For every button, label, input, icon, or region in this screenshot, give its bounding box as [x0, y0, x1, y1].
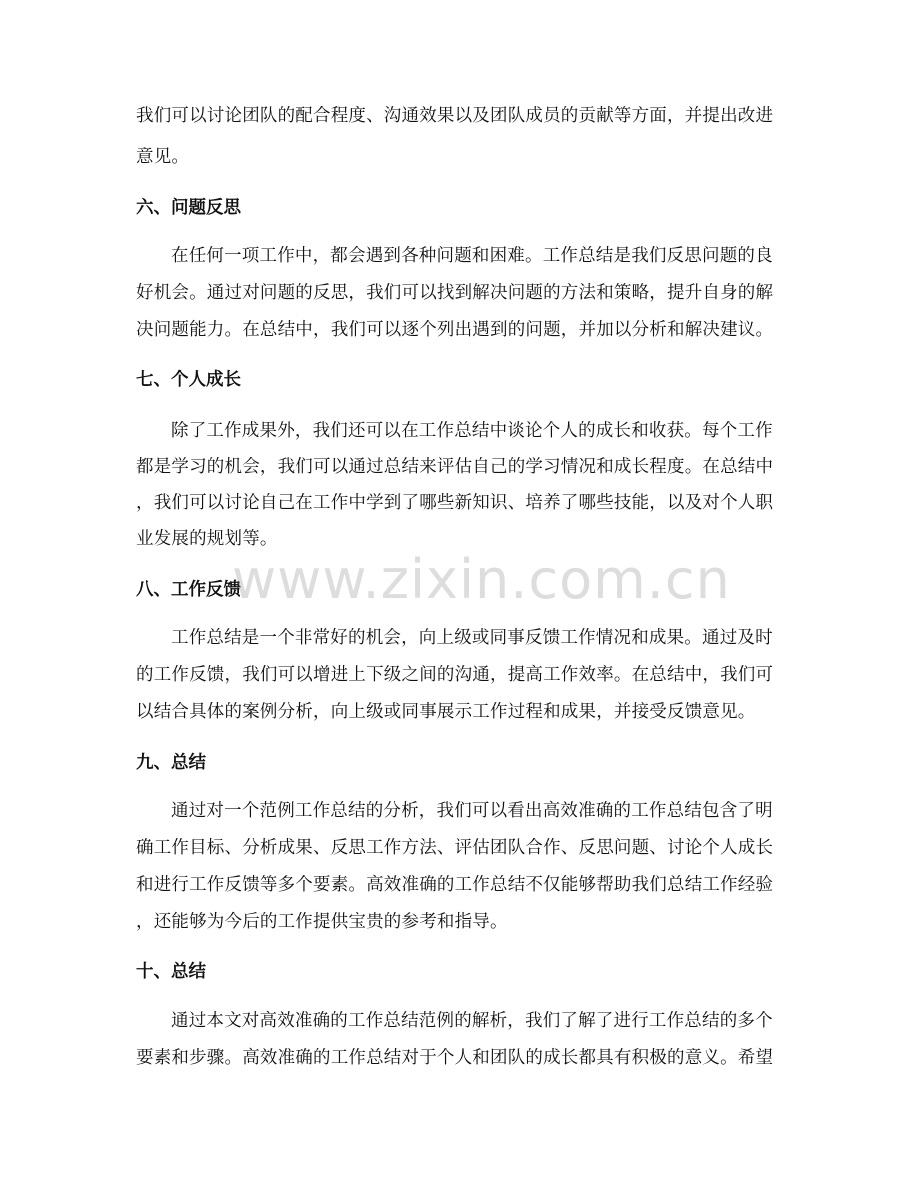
paragraph-line: 意见。 [136, 147, 190, 167]
paragraph-line: 通过本文对高效准确的工作总结范例的解析，我们了解了进行工作总结的多个 [171, 1011, 773, 1031]
paragraph-line: 除了工作成果外，我们还可以在工作总结中谈论个人的成长和收获。每个工作 [171, 421, 773, 441]
paragraph-line: 确工作目标、分析成果、反思工作方法、评估团队合作、反思问题、讨论个人成长 [136, 838, 774, 858]
intro-paragraph [136, 103, 786, 171]
paragraph-line: 在任何一项工作中，都会遇到各种问题和困难。工作总结是我们反思问题的良 [171, 246, 773, 266]
paragraph-line: ，还能够为今后的工作提供宝贵的参考和指导。 [136, 912, 508, 932]
section-heading-8: 八、工作反馈 [136, 580, 241, 600]
paragraph-line: 通过对一个范例工作总结的分析，我们可以看出高效准确的工作总结包含了明 [171, 801, 773, 821]
paragraph-line: 好机会。通过对问题的反思，我们可以找到解决问题的方法和策略，提升自身的解 [136, 283, 774, 303]
section-heading-7: 七、个人成长 [136, 370, 241, 390]
paragraph-line: ，我们可以讨论自己在工作中学到了哪些新知识、培养了哪些技能，以及对个人职 [136, 493, 774, 513]
paragraph-line: 以结合具体的案例分析，向上级或同事展示工作过程和成果，并接受反馈意见。 [136, 702, 756, 722]
paragraph-line: 我们可以讨论团队的配合程度、沟通效果以及团队成员的贡献等方面，并提出改进 [136, 106, 774, 126]
watermark: www.zixin.com.cn [232, 548, 731, 611]
paragraph-line: 的工作反馈，我们可以增进上下级之间的沟通，提高工作效率。在总结中，我们可 [136, 665, 774, 685]
section-paragraph-9 [136, 798, 786, 936]
paragraph-line: 都是学习的机会，我们可以通过总结来评估自己的学习情况和成长程度。在总结中 [136, 457, 774, 477]
section-heading-10: 十、总结 [136, 962, 206, 982]
paragraph-line: 工作总结是一个非常好的机会，向上级或同事反馈工作情况和成果。通过及时 [171, 628, 773, 648]
section-paragraph-8 [136, 625, 786, 726]
section-heading-9: 九、总结 [136, 753, 206, 773]
section-paragraph-7 [136, 418, 786, 553]
paragraph-line: 要素和步骤。高效准确的工作总结对于个人和团队的成长都具有积极的意义。希望 [136, 1048, 774, 1068]
paragraph-line: 业发展的规划等。 [136, 529, 278, 549]
paragraph-line: 和进行工作反馈等多个要素。高效准确的工作总结不仅能够帮助我们总结工作经验 [136, 875, 774, 895]
section-paragraph-6 [136, 243, 786, 344]
section-heading-6: 六、问题反思 [136, 198, 241, 218]
section-paragraph-10 [136, 1008, 786, 1072]
paragraph-line: 决问题能力。在总结中，我们可以逐个列出遇到的问题，并加以分析和解决建议。 [136, 320, 774, 340]
